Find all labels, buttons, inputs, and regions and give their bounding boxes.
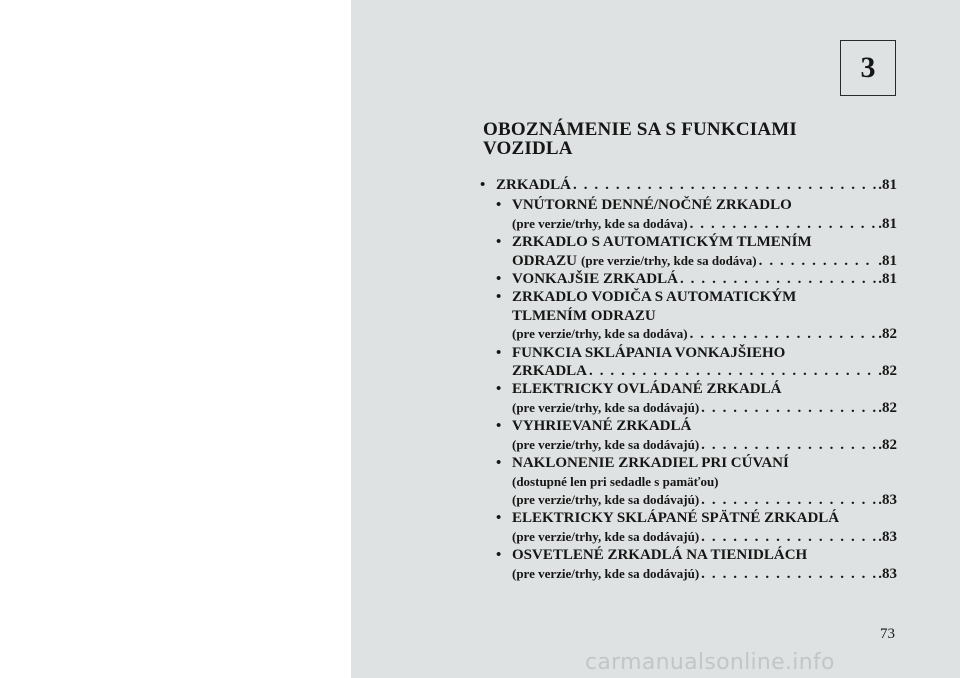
- toc-entry-label: FUNKCIA SKLÁPANIA VONKAJŠIEHO: [512, 344, 786, 361]
- toc-entry-label: VYHRIEVANÉ ZRKADLÁ: [512, 418, 692, 435]
- toc-page-ref: .82: [878, 363, 897, 380]
- toc-page-ref: .82: [878, 399, 897, 416]
- toc-entry-label-cont: ODRAZU: [512, 252, 578, 269]
- toc-page-ref: .81: [878, 215, 897, 232]
- dot-leader: [680, 270, 876, 288]
- dot-leader: [701, 565, 876, 583]
- dot-leader: [701, 528, 876, 546]
- toc-entry-vonkajsie-zrkadla[interactable]: [496, 270, 897, 288]
- bullet-icon: •: [496, 547, 502, 564]
- chapter-number: 3: [860, 51, 876, 84]
- bullet-icon: •: [496, 418, 502, 435]
- toc-entry-label: ZRKADLO S AUTOMATICKÝM TLMENÍM: [512, 234, 812, 251]
- toc-page-ref: .81: [878, 271, 897, 288]
- toc-page-ref: .82: [878, 326, 897, 343]
- toc-entry-automaticke-tlmenie[interactable]: [496, 233, 897, 270]
- toc-entry-elektricky-sklapane[interactable]: [496, 509, 897, 546]
- toc-entry-zrkadla[interactable]: [480, 176, 897, 194]
- chapter-title-line1: OBOZNÁMENIE SA S FUNKCIAMI: [483, 119, 797, 140]
- dot-leader: [589, 362, 876, 380]
- toc-entry-vnutorne-zrkadlo[interactable]: [496, 196, 897, 233]
- bullet-icon: •: [496, 234, 502, 251]
- toc-entry-zrkadlo-vodica[interactable]: [496, 288, 897, 343]
- toc-entry-note: (dostupné len pri sedadle s pamäťou): [512, 473, 719, 489]
- toc-page-ref: .83: [878, 491, 897, 508]
- toc-entry-naklonenie-zrkadiel[interactable]: [496, 454, 897, 509]
- toc-entry-label: OSVETLENÉ ZRKADLÁ NA TIENIDLÁCH: [512, 547, 808, 564]
- toc-entry-osvetlene-zrkadla[interactable]: [496, 546, 897, 583]
- dot-leader: [759, 252, 877, 270]
- dot-leader: [701, 399, 876, 417]
- toc-entry-note: (pre verzie/trhy, kde sa dodáva): [512, 326, 688, 342]
- toc-page-ref: .83: [878, 565, 897, 582]
- toc-entry-sklapanie-zrkadla[interactable]: [496, 344, 897, 381]
- toc-entry-vyhrievane-zrkadla[interactable]: [496, 417, 897, 454]
- bullet-icon: •: [496, 197, 502, 214]
- page-number: 73: [880, 626, 895, 642]
- toc-page-ref: .82: [878, 436, 897, 453]
- bullet-icon: •: [496, 271, 502, 288]
- toc-entry-note: (pre verzie/trhy, kde sa dodávajú): [512, 565, 700, 581]
- toc-entry-label: VONKAJŠIE ZRKADLÁ: [512, 271, 678, 288]
- toc-entry-label: VNÚTORNÉ DENNÉ/NOČNÉ ZRKADLO: [512, 197, 792, 214]
- toc-entry-note: (pre verzie/trhy, kde sa dodáva): [581, 252, 757, 268]
- dot-leader: [573, 176, 876, 194]
- bullet-icon: •: [496, 344, 502, 361]
- toc-entry-note: (pre verzie/trhy, kde sa dodáva): [512, 215, 688, 231]
- bullet-icon: •: [496, 510, 502, 527]
- toc-entry-label: NAKLONENIE ZRKADIEL PRI CÚVANÍ: [512, 455, 789, 472]
- toc-page-ref: .81: [878, 252, 897, 269]
- toc-entry-label: ZRKADLÁ: [496, 177, 572, 193]
- watermark: carmanualsonline.info: [585, 650, 835, 675]
- bullet-icon: •: [496, 455, 502, 472]
- toc-entry-note: (pre verzie/trhy, kde sa dodávajú): [512, 528, 700, 544]
- dot-leader: [690, 325, 877, 343]
- toc-entry-elektricky-ovladane[interactable]: [496, 380, 897, 417]
- toc-entry-label: ELEKTRICKY SKLÁPANÉ SPÄTNÉ ZRKADLÁ: [512, 510, 840, 527]
- toc-entry-note: (pre verzie/trhy, kde sa dodávajú): [512, 436, 700, 452]
- left-blank-page: [0, 0, 351, 678]
- chapter-title: [483, 120, 883, 158]
- chapter-number-box: [840, 40, 896, 96]
- table-of-contents: [480, 176, 897, 583]
- chapter-title-line2: VOZIDLA: [483, 138, 573, 159]
- toc-entry-label-cont: ZRKADLA: [512, 363, 588, 380]
- toc-page-ref: .81: [878, 177, 897, 193]
- toc-entry-note: (pre verzie/trhy, kde sa dodávajú): [512, 491, 700, 507]
- toc-entry-label-cont: TLMENÍM ODRAZU: [512, 307, 656, 324]
- bullet-icon: •: [496, 289, 502, 306]
- toc-page-ref: .83: [878, 528, 897, 545]
- dot-leader: [701, 436, 876, 454]
- toc-entry-note: (pre verzie/trhy, kde sa dodávajú): [512, 399, 700, 415]
- toc-entry-label: ZRKADLO VODIČA S AUTOMATICKÝM: [512, 289, 797, 306]
- toc-entry-label: ELEKTRICKY OVLÁDANÉ ZRKADLÁ: [512, 381, 782, 398]
- dot-leader: [701, 491, 876, 509]
- bullet-icon: •: [496, 381, 502, 398]
- bullet-icon: •: [480, 177, 486, 193]
- dot-leader: [690, 215, 877, 233]
